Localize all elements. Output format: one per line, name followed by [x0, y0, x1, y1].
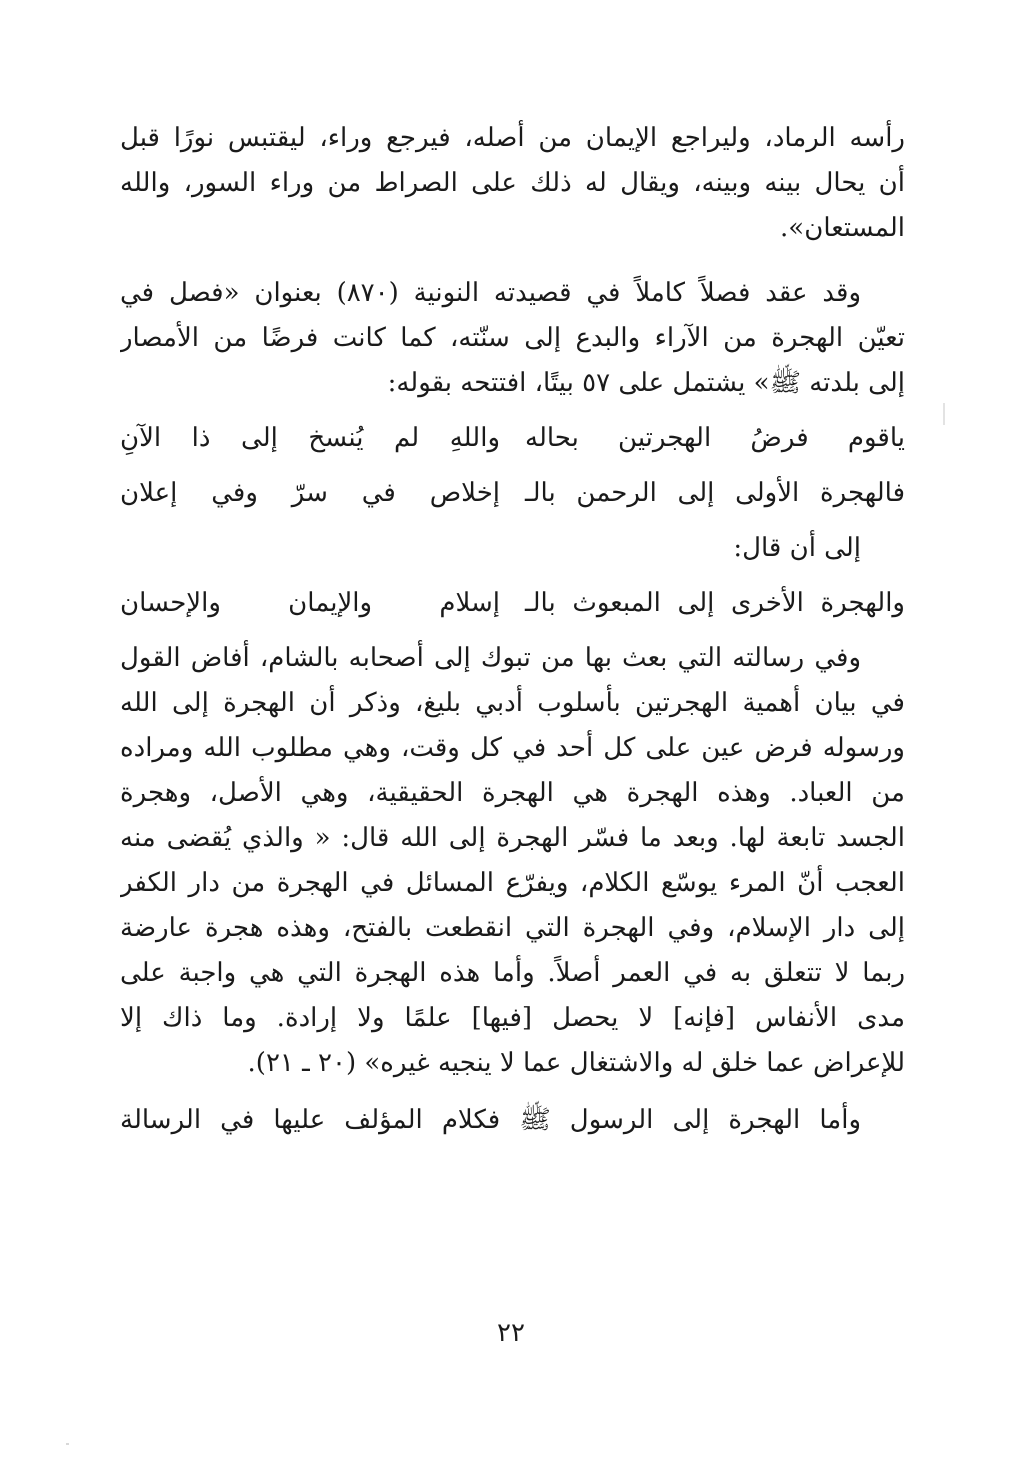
paragraph-2 — [120, 271, 905, 406]
poem-verse-2 — [120, 471, 905, 516]
text-line: للإعراض عما خلق له والاشتغال عما لا ينجيه غيره» (٢٠ ـ ٢١). — [247, 1048, 905, 1078]
text-line: العجب أنّ المرء يوسّع الكلام، ويفرّع المسائل في الهجرة من دار الكفر — [120, 868, 905, 898]
text-line: وأما الهجرة إلى الرسول ﷺ فكلام المؤلف عليها في الرسالة — [120, 1105, 861, 1135]
verse-first-hemistich: فالهجرة الأولى إلى الرحمن بالـ — [525, 478, 905, 508]
text-line: في بيان أهمية الهجرتين بأسلوب أدبي بليغ، وذكر أن الهجرة إلى الله — [120, 688, 905, 718]
scan-mark — [66, 1443, 69, 1445]
verse-second-hemistich: واللهِ لم يُنسخ إلى ذا الآنِ — [120, 423, 500, 453]
verse-second-hemistich: إخلاص في سرّ وفي إعلان — [120, 478, 500, 508]
paragraph-3 — [120, 636, 905, 1086]
text-line: تعيّن الهجرة من الآراء والبدع إلى سنّته، كما كانت فرضًا من الأمصار — [120, 323, 905, 353]
text-line: وفي رسالته التي بعث بها من تبوك إلى أصحابه بالشام، أفاض القول — [120, 643, 861, 673]
text-line: ربما لا تتعلق به في العمر أصلاً. وأما هذه الهجرة التي هي واجبة على — [120, 958, 905, 988]
scan-mark — [943, 403, 945, 425]
verse-first-hemistich: ياقوم فرضُ الهجرتين بحاله — [525, 423, 905, 453]
paragraph-4 — [120, 1098, 905, 1143]
page-number: ٢٢ — [497, 1318, 525, 1348]
text-line: من العباد. وهذه الهجرة هي الهجرة الحقيقية، وهي الأصل، وهجرة — [120, 778, 905, 808]
paragraph-1 — [120, 116, 905, 251]
text-line: ورسوله فرض عين على كل أحد في كل وقت، وهي مطلوب الله ومراده — [120, 733, 905, 763]
body-text — [120, 116, 905, 1143]
verse-lead-in: إلى أن قال: — [733, 533, 861, 563]
verse-second-hemistich: إسلام والإيمان والإحسان — [120, 588, 500, 618]
text-line: المستعان». — [780, 213, 905, 243]
text-line: الجسد تابعة لها. وبعد ما فسّر الهجرة إلى الله قال: « والذي يُقضى منه — [120, 823, 905, 853]
text-line: مدى الأنفاس [فإنه] لا يحصل [فيها] علمًا ولا إرادة. وما ذاك إلا — [120, 1003, 905, 1033]
verse-first-hemistich: والهجرة الأخرى إلى المبعوث بالـ — [525, 588, 905, 618]
text-line: رأسه الرماد، وليراجع الإيمان من أصله، فيرجع وراء، ليقتبس نورًا قبل — [120, 123, 905, 153]
poem-verse-1 — [120, 416, 905, 461]
text-line: وقد عقد فصلاً كاملاً في قصيدته النونية (٨٧٠) بعنوان «فصل في — [120, 278, 862, 308]
text-line: إلى بلدته ﷺ» يشتمل على ٥٧ بيتًا، افتتحه بقوله: — [387, 368, 905, 398]
text-line: أن يحال بينه وبينه، ويقال له ذلك على الصراط من وراء السور، والله — [120, 168, 905, 198]
poem-verse-3 — [120, 581, 905, 626]
text-line: إلى دار الإسلام، وفي الهجرة التي انقطعت بالفتح، وهذه هجرة عارضة — [120, 913, 905, 943]
